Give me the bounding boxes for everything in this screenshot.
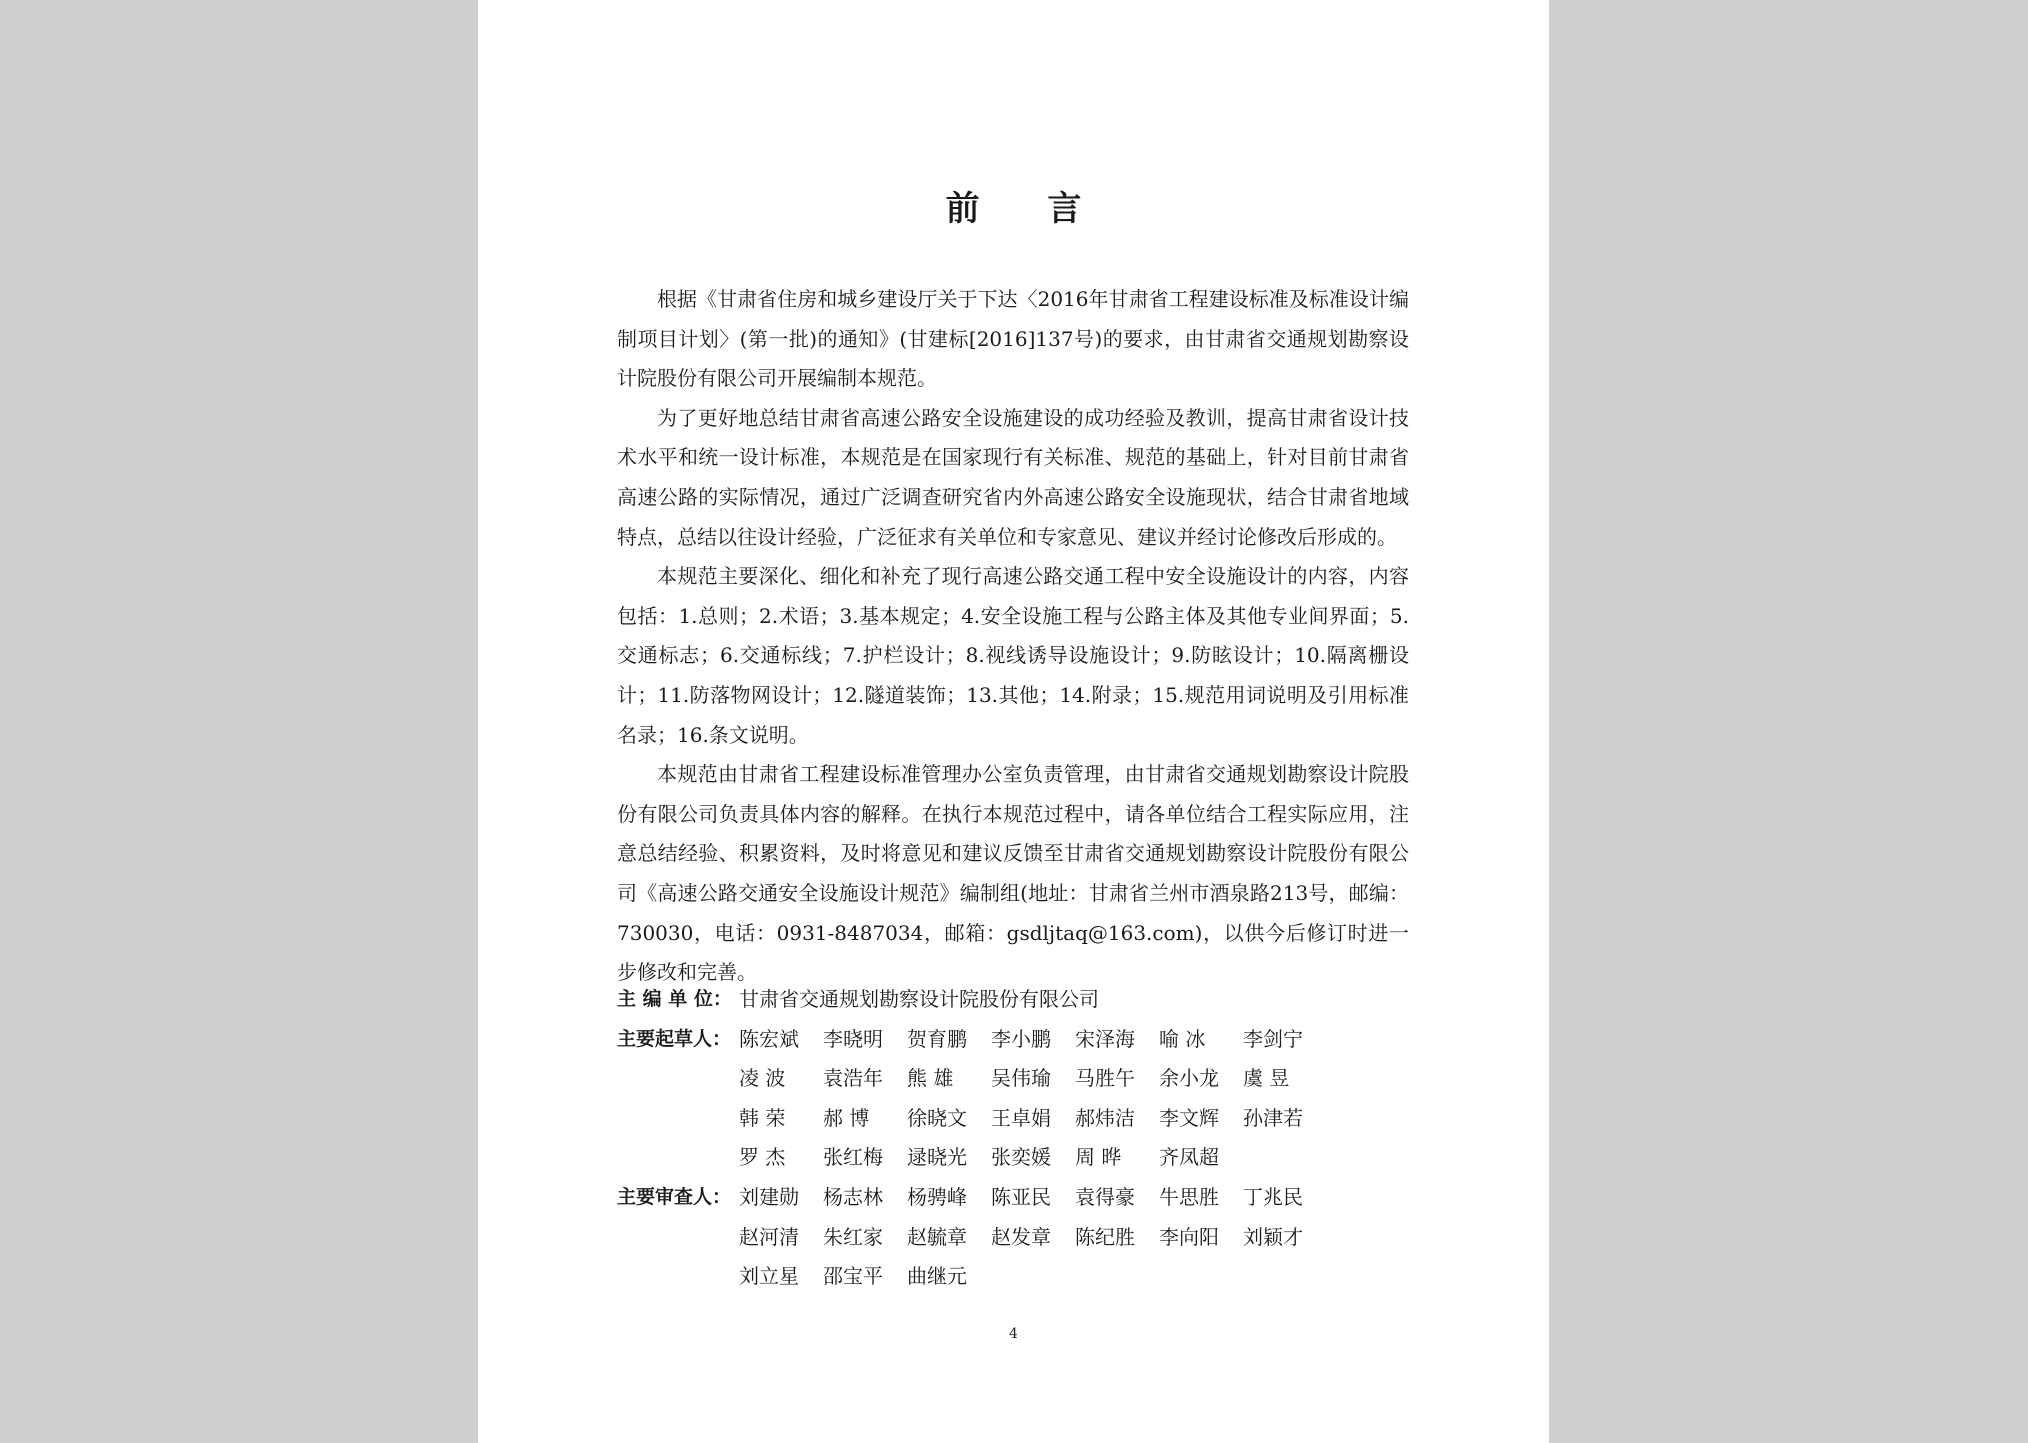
person-name: 袁浩年 bbox=[823, 1066, 883, 1091]
person-name: 李小鹏 bbox=[991, 1026, 1051, 1051]
drafters-list bbox=[739, 1020, 1409, 1178]
person-name: 喻 冰 bbox=[1159, 1026, 1206, 1051]
person-name: 邵宝平 bbox=[823, 1264, 883, 1289]
person-name: 周 晔 bbox=[1075, 1145, 1122, 1170]
person-name: 刘立星 bbox=[739, 1264, 799, 1289]
paragraph-3: 本规范主要深化、细化和补充了现行高速公路交通工程中安全设施设计的内容，内容包括：1.总则；2.术语；3.基本规定；4.安全设施工程与公路主体及其他专业间界面；5.交通标志；6.交通标线；7.护栏设计；8.视线诱导设施设计；9.防眩设计；10.隔离栅设计；11.防落物网设计；12.隧道装饰；13.其他；14.附录；15.规范用词说明及引用标准名录；16.条文说明。 bbox=[617, 564, 1409, 747]
person-name: 赵发章 bbox=[991, 1224, 1051, 1249]
paragraph-1: 根据《甘肃省住房和城乡建设厅关于下达〈2016年甘肃省工程建设标准及标准设计编制项目计划〉(第一批)的通知》(甘建标[2016]137号)的要求，由甘肃省交通规划勘察设计院股份有限公司开展编制本规范。 bbox=[617, 287, 1409, 391]
person-name: 贺育鹏 bbox=[907, 1026, 967, 1051]
person-name: 齐凤超 bbox=[1159, 1145, 1219, 1170]
person-name: 李晓明 bbox=[823, 1026, 883, 1051]
person-name: 郝炜洁 bbox=[1075, 1105, 1135, 1130]
person-name: 吴伟瑜 bbox=[991, 1066, 1051, 1091]
reviewers-row bbox=[617, 1178, 1409, 1297]
person-name: 陈亚民 bbox=[991, 1184, 1051, 1209]
paragraph-4: 本规范由甘肃省工程建设标准管理办公室负责管理，由甘肃省交通规划勘察设计院股份有限公司负责具体内容的解释。在执行本规范过程中，请各单位结合工程实际应用，注意总结经验、积累资料，及时将意见和建议反馈至甘肃省交通规划勘察设计院股份有限公司《高速公路交通安全设施设计规范》编制组(地址：甘肃省兰州市酒泉路213号，邮编：730030，电话：0931-8487034，邮箱：gsdljtaq@163.com)，以供今后修订时进一步修改和完善。 bbox=[617, 762, 1409, 985]
preface-body bbox=[617, 280, 1409, 993]
page-number: 4 bbox=[1009, 1326, 1018, 1342]
paragraph-2: 为了更好地总结甘肃省高速公路安全设施建设的成功经验及教训，提高甘肃省设计技术水平和统一设计标准，本规范是在国家现行有关标准、规范的基础上，针对目前甘肃省高速公路的实际情况，通过广泛调查研究省内外高速公路安全设施现状，结合甘肃省地域特点，总结以往设计经验，广泛征求有关单位和专家意见、建议并经讨论修改后形成的。 bbox=[617, 405, 1409, 549]
person-name: 丁兆民 bbox=[1243, 1184, 1303, 1209]
person-name: 赵毓章 bbox=[907, 1224, 967, 1249]
person-name: 张奕媛 bbox=[991, 1145, 1051, 1170]
person-name: 袁得豪 bbox=[1075, 1184, 1135, 1209]
person-name: 李剑宁 bbox=[1243, 1026, 1303, 1051]
person-name: 牛思胜 bbox=[1159, 1184, 1219, 1209]
page-title: 前 言 bbox=[945, 189, 1110, 229]
person-name: 张红梅 bbox=[823, 1145, 883, 1170]
person-name: 宋泽海 bbox=[1075, 1026, 1135, 1051]
person-name: 虞 昱 bbox=[1243, 1066, 1290, 1091]
chief-unit-value: 甘肃省交通规划勘察设计院股份有限公司 bbox=[739, 987, 1099, 1011]
person-name: 刘建勋 bbox=[739, 1184, 799, 1209]
person-name: 徐晓文 bbox=[907, 1105, 967, 1130]
person-name: 凌 波 bbox=[739, 1066, 786, 1091]
person-name: 陈宏斌 bbox=[739, 1026, 799, 1051]
reviewers-label: 主要审查人： bbox=[617, 1185, 732, 1208]
person-name: 朱红家 bbox=[823, 1224, 883, 1249]
person-name: 赵河清 bbox=[739, 1224, 799, 1249]
person-name: 李文辉 bbox=[1159, 1105, 1219, 1130]
document-page bbox=[478, 0, 1549, 1443]
person-name: 刘颖才 bbox=[1243, 1224, 1303, 1249]
drafters-row bbox=[617, 1020, 1409, 1178]
person-name: 熊 雄 bbox=[907, 1066, 954, 1091]
person-name: 杨志林 bbox=[823, 1184, 883, 1209]
person-name: 韩 荣 bbox=[739, 1105, 786, 1130]
person-name: 曲继元 bbox=[907, 1264, 967, 1289]
credits-section bbox=[617, 980, 1409, 1297]
chief-unit-label: 主 编 单 位： bbox=[617, 988, 732, 1010]
chief-unit-row bbox=[617, 980, 1409, 1020]
person-name: 逯晓光 bbox=[907, 1145, 967, 1170]
person-name: 马胜午 bbox=[1075, 1066, 1135, 1091]
person-name: 杨骋峰 bbox=[907, 1184, 967, 1209]
person-name: 孙津若 bbox=[1243, 1105, 1303, 1130]
person-name: 李向阳 bbox=[1159, 1224, 1219, 1249]
person-name: 郝 博 bbox=[823, 1105, 870, 1130]
reviewers-list bbox=[739, 1178, 1409, 1297]
person-name: 罗 杰 bbox=[739, 1145, 786, 1170]
person-name: 余小龙 bbox=[1159, 1066, 1219, 1091]
drafters-label: 主要起草人： bbox=[617, 1027, 732, 1050]
person-name: 王卓娟 bbox=[991, 1105, 1051, 1130]
person-name: 陈纪胜 bbox=[1075, 1224, 1135, 1249]
